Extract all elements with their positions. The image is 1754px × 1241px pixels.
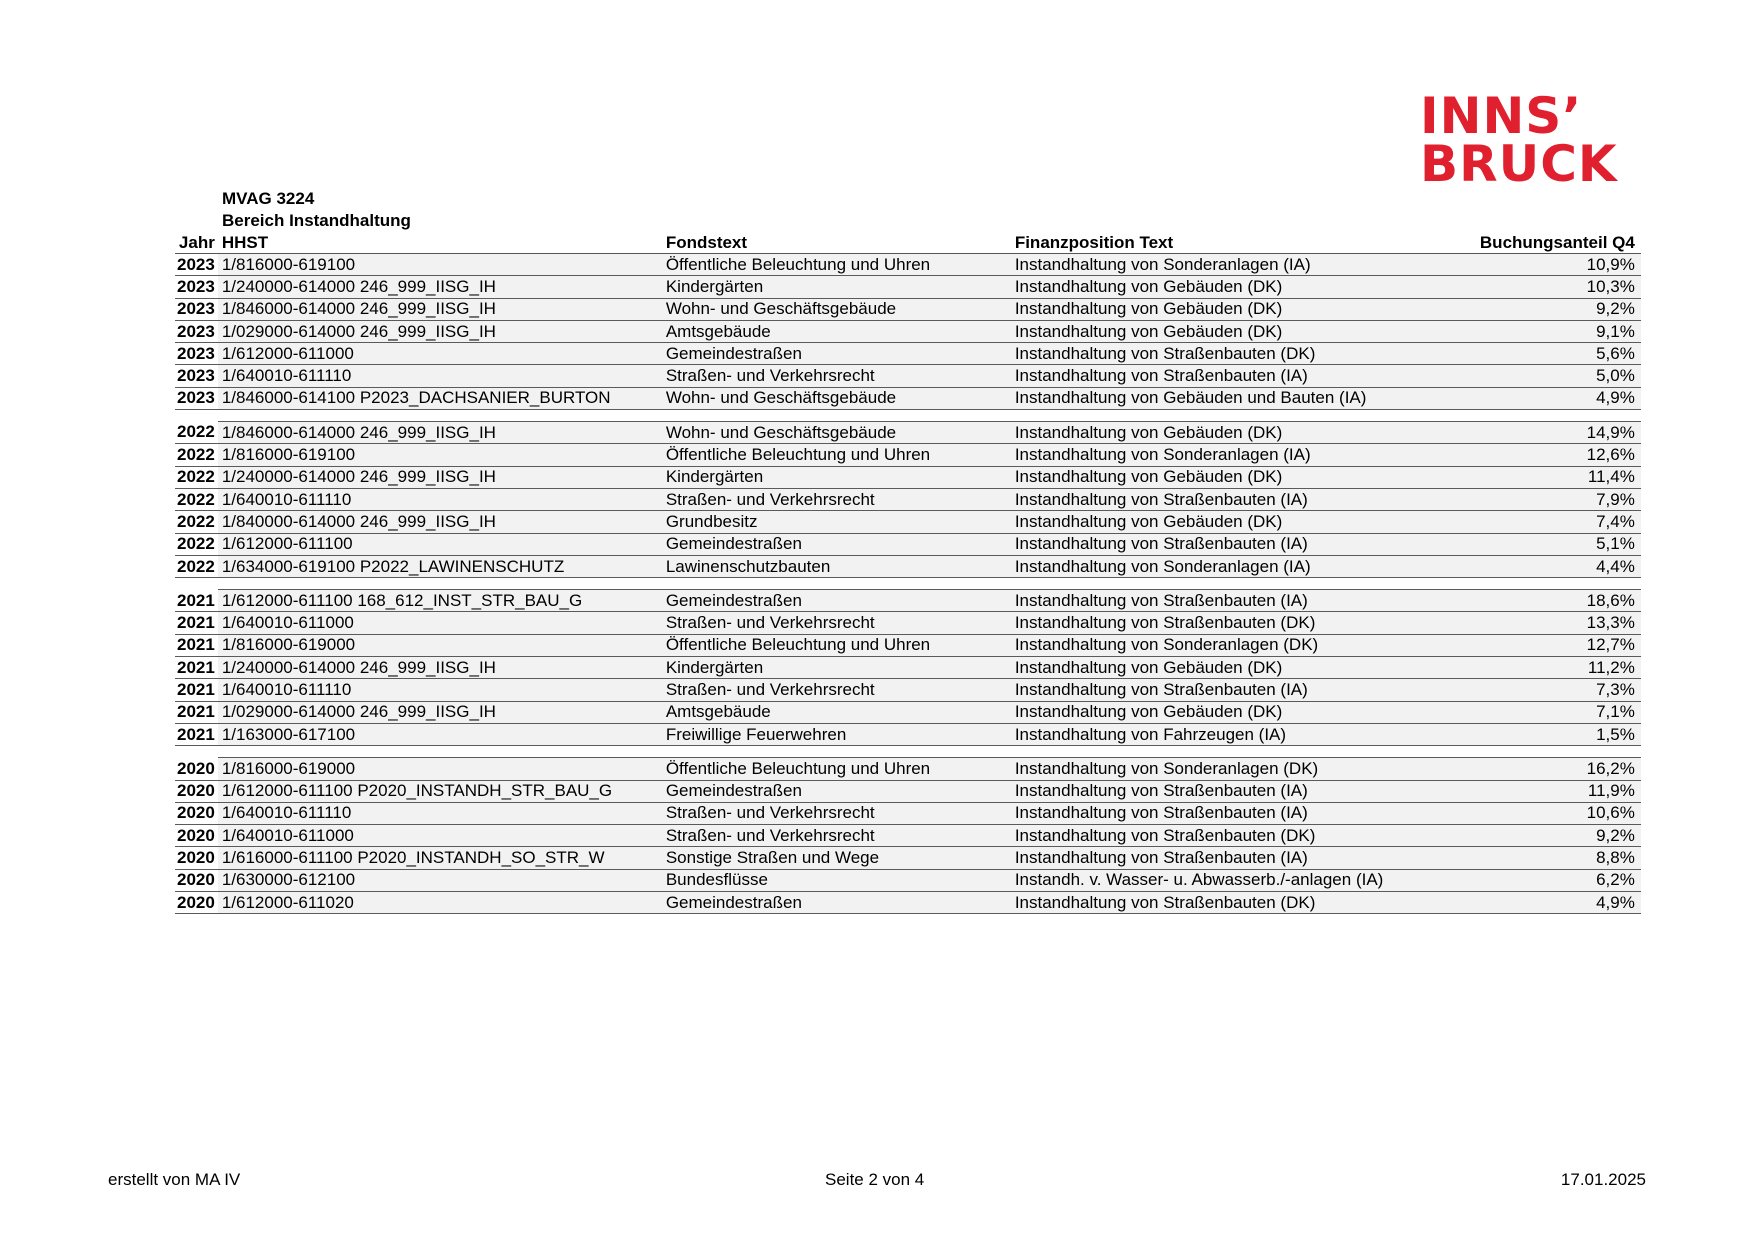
cell-jahr: 2020 — [175, 892, 218, 914]
table-row — [175, 612, 1641, 634]
cell-buchungsanteil: 11,2% — [1443, 657, 1641, 679]
cell-jahr: 2021 — [175, 634, 218, 656]
cell-fondstext: Gemeindestraßen — [662, 780, 1011, 802]
group-separator-cell — [175, 578, 1641, 590]
cell-finanzposition: Instandhaltung von Gebäuden (DK) — [1011, 701, 1443, 723]
group-separator — [175, 410, 1641, 422]
cell-buchungsanteil: 7,9% — [1443, 488, 1641, 510]
cell-jahr: 2020 — [175, 802, 218, 824]
col-header-fondstext: Fondstext — [662, 231, 1011, 254]
cell-fondstext: Gemeindestraßen — [662, 343, 1011, 365]
cell-finanzposition: Instandhaltung von Gebäuden (DK) — [1011, 657, 1443, 679]
cell-jahr: 2023 — [175, 298, 218, 320]
cell-hhst: 1/640010-611000 — [218, 825, 662, 847]
cell-fondstext: Wohn- und Geschäftsgebäude — [662, 298, 1011, 320]
cell-finanzposition: Instandhaltung von Fahrzeugen (IA) — [1011, 723, 1443, 745]
cell-buchungsanteil: 1,5% — [1443, 723, 1641, 745]
cell-finanzposition: Instandhaltung von Sonderanlagen (IA) — [1011, 444, 1443, 466]
cell-jahr: 2021 — [175, 679, 218, 701]
cell-jahr: 2021 — [175, 612, 218, 634]
table-row — [175, 723, 1641, 745]
cell-jahr: 2021 — [175, 723, 218, 745]
cell-jahr: 2022 — [175, 422, 218, 444]
cell-buchungsanteil: 9,2% — [1443, 298, 1641, 320]
cell-fondstext: Bundesflüsse — [662, 869, 1011, 891]
cell-hhst: 1/163000-617100 — [218, 723, 662, 745]
cell-fondstext: Gemeindestraßen — [662, 533, 1011, 555]
cell-jahr: 2021 — [175, 590, 218, 612]
cell-finanzposition: Instandhaltung von Gebäuden und Bauten (IA) — [1011, 387, 1443, 409]
table-header-row — [175, 231, 1641, 254]
cell-jahr: 2023 — [175, 343, 218, 365]
cell-hhst: 1/612000-611000 — [218, 343, 662, 365]
cell-fondstext: Straßen- und Verkehrsrecht — [662, 802, 1011, 824]
table-row — [175, 343, 1641, 365]
cell-hhst: 1/240000-614000 246_999_IISG_IH — [218, 466, 662, 488]
cell-jahr: 2022 — [175, 488, 218, 510]
cell-hhst: 1/612000-611100 P2020_INSTANDH_STR_BAU_G — [218, 780, 662, 802]
cell-hhst: 1/640010-611110 — [218, 488, 662, 510]
cell-fondstext: Öffentliche Beleuchtung und Uhren — [662, 444, 1011, 466]
cell-hhst: 1/640010-611110 — [218, 802, 662, 824]
cell-hhst: 1/816000-619000 — [218, 758, 662, 780]
cell-finanzposition: Instandhaltung von Gebäuden (DK) — [1011, 298, 1443, 320]
table-row — [175, 555, 1641, 577]
table-row — [175, 488, 1641, 510]
logo-line-2: BRUCK — [1420, 135, 1618, 193]
cell-buchungsanteil: 7,1% — [1443, 701, 1641, 723]
table-row — [175, 679, 1641, 701]
table-row — [175, 701, 1641, 723]
cell-buchungsanteil: 12,7% — [1443, 634, 1641, 656]
cell-fondstext: Wohn- und Geschäftsgebäude — [662, 387, 1011, 409]
table-row — [175, 780, 1641, 802]
cell-finanzposition: Instandhaltung von Straßenbauten (IA) — [1011, 590, 1443, 612]
group-separator-cell — [175, 746, 1641, 758]
cell-jahr: 2023 — [175, 320, 218, 342]
cell-fondstext: Gemeindestraßen — [662, 892, 1011, 914]
cell-buchungsanteil: 6,2% — [1443, 869, 1641, 891]
cell-finanzposition: Instandhaltung von Sonderanlagen (IA) — [1011, 555, 1443, 577]
cell-hhst: 1/846000-614100 P2023_DACHSANIER_BURTON — [218, 387, 662, 409]
col-header-finanzposition: Finanzposition Text — [1011, 231, 1443, 254]
cell-hhst: 1/640010-611000 — [218, 612, 662, 634]
table-row — [175, 387, 1641, 409]
cell-buchungsanteil: 11,9% — [1443, 780, 1641, 802]
cell-finanzposition: Instandhaltung von Straßenbauten (IA) — [1011, 847, 1443, 869]
cell-jahr: 2022 — [175, 511, 218, 533]
cell-buchungsanteil: 7,3% — [1443, 679, 1641, 701]
cell-jahr: 2020 — [175, 758, 218, 780]
table-row — [175, 298, 1641, 320]
cell-finanzposition: Instandhaltung von Straßenbauten (IA) — [1011, 679, 1443, 701]
group-separator — [175, 578, 1641, 590]
cell-hhst: 1/816000-619100 — [218, 254, 662, 276]
cell-fondstext: Kindergärten — [662, 657, 1011, 679]
cell-fondstext: Grundbesitz — [662, 511, 1011, 533]
cell-fondstext: Gemeindestraßen — [662, 590, 1011, 612]
cell-finanzposition: Instandhaltung von Straßenbauten (DK) — [1011, 343, 1443, 365]
table-row — [175, 276, 1641, 298]
cell-hhst: 1/616000-611100 P2020_INSTANDH_SO_STR_W — [218, 847, 662, 869]
cell-fondstext: Straßen- und Verkehrsrecht — [662, 488, 1011, 510]
cell-fondstext: Kindergärten — [662, 466, 1011, 488]
cell-fondstext: Amtsgebäude — [662, 701, 1011, 723]
cell-hhst: 1/029000-614000 246_999_IISG_IH — [218, 320, 662, 342]
cell-fondstext: Straßen- und Verkehrsrecht — [662, 825, 1011, 847]
table-row — [175, 511, 1641, 533]
logo-line-1: INNS’ — [1420, 87, 1583, 145]
cell-hhst: 1/640010-611110 — [218, 679, 662, 701]
cell-fondstext: Amtsgebäude — [662, 320, 1011, 342]
cell-buchungsanteil: 9,2% — [1443, 825, 1641, 847]
cell-hhst: 1/612000-611100 168_612_INST_STR_BAU_G — [218, 590, 662, 612]
footer-page-number: Seite 2 von 4 — [825, 1170, 925, 1189]
cell-buchungsanteil: 4,9% — [1443, 892, 1641, 914]
cell-buchungsanteil: 4,4% — [1443, 555, 1641, 577]
cell-fondstext: Straßen- und Verkehrsrecht — [662, 612, 1011, 634]
cell-fondstext: Lawinenschutzbauten — [662, 555, 1011, 577]
cell-buchungsanteil: 5,6% — [1443, 343, 1641, 365]
cell-jahr: 2023 — [175, 276, 218, 298]
table-row — [175, 869, 1641, 891]
cell-hhst: 1/029000-614000 246_999_IISG_IH — [218, 701, 662, 723]
cell-hhst: 1/840000-614000 246_999_IISG_IH — [218, 511, 662, 533]
table-row — [175, 892, 1641, 914]
cell-jahr: 2021 — [175, 657, 218, 679]
cell-finanzposition: Instandhaltung von Sonderanlagen (IA) — [1011, 254, 1443, 276]
cell-buchungsanteil: 10,9% — [1443, 254, 1641, 276]
cell-finanzposition: Instandhaltung von Straßenbauten (IA) — [1011, 488, 1443, 510]
cell-jahr: 2020 — [175, 847, 218, 869]
cell-jahr: 2023 — [175, 365, 218, 387]
footer-date: 17.01.2025 — [1560, 1170, 1646, 1189]
cell-hhst: 1/612000-611020 — [218, 892, 662, 914]
cell-fondstext: Wohn- und Geschäftsgebäude — [662, 422, 1011, 444]
cell-fondstext: Kindergärten — [662, 276, 1011, 298]
cell-hhst: 1/240000-614000 246_999_IISG_IH — [218, 657, 662, 679]
cell-finanzposition: Instandhaltung von Gebäuden (DK) — [1011, 320, 1443, 342]
cell-jahr: 2020 — [175, 780, 218, 802]
cell-hhst: 1/634000-619100 P2022_LAWINENSCHUTZ — [218, 555, 662, 577]
cell-hhst: 1/240000-614000 246_999_IISG_IH — [218, 276, 662, 298]
cell-jahr: 2022 — [175, 533, 218, 555]
cell-buchungsanteil: 4,9% — [1443, 387, 1641, 409]
report-header — [222, 188, 411, 232]
cell-buchungsanteil: 13,3% — [1443, 612, 1641, 634]
cell-buchungsanteil: 7,4% — [1443, 511, 1641, 533]
cell-finanzposition: Instandhaltung von Sonderanlagen (DK) — [1011, 634, 1443, 656]
cell-buchungsanteil: 18,6% — [1443, 590, 1641, 612]
cell-hhst: 1/846000-614000 246_999_IISG_IH — [218, 422, 662, 444]
cell-buchungsanteil: 9,1% — [1443, 320, 1641, 342]
table-row — [175, 466, 1641, 488]
table-row — [175, 422, 1641, 444]
cell-jahr: 2022 — [175, 466, 218, 488]
cell-jahr: 2022 — [175, 444, 218, 466]
cell-buchungsanteil: 5,0% — [1443, 365, 1641, 387]
table-row — [175, 758, 1641, 780]
cell-buchungsanteil: 10,3% — [1443, 276, 1641, 298]
booking-table — [175, 231, 1641, 914]
table-row — [175, 634, 1641, 656]
cell-hhst: 1/612000-611100 — [218, 533, 662, 555]
cell-fondstext: Freiwillige Feuerwehren — [662, 723, 1011, 745]
bereich-title: Bereich Instandhaltung — [222, 211, 411, 230]
table-row — [175, 825, 1641, 847]
mvag-title: MVAG 3224 — [222, 189, 315, 208]
table-row — [175, 254, 1641, 276]
cell-finanzposition: Instandhaltung von Gebäuden (DK) — [1011, 466, 1443, 488]
table-row — [175, 657, 1641, 679]
innsbruck-logo — [1420, 87, 1618, 193]
cell-buchungsanteil: 10,6% — [1443, 802, 1641, 824]
cell-hhst: 1/630000-612100 — [218, 869, 662, 891]
cell-hhst: 1/846000-614000 246_999_IISG_IH — [218, 298, 662, 320]
table-row — [175, 802, 1641, 824]
cell-finanzposition: Instandhaltung von Straßenbauten (IA) — [1011, 780, 1443, 802]
cell-finanzposition: Instandhaltung von Straßenbauten (IA) — [1011, 365, 1443, 387]
cell-fondstext: Straßen- und Verkehrsrecht — [662, 679, 1011, 701]
table-body — [175, 254, 1641, 914]
cell-fondstext: Sonstige Straßen und Wege — [662, 847, 1011, 869]
cell-fondstext: Öffentliche Beleuchtung und Uhren — [662, 634, 1011, 656]
table-row — [175, 533, 1641, 555]
cell-finanzposition: Instandhaltung von Straßenbauten (IA) — [1011, 533, 1443, 555]
cell-finanzposition: Instandhaltung von Straßenbauten (DK) — [1011, 825, 1443, 847]
table-row — [175, 365, 1641, 387]
cell-finanzposition: Instandhaltung von Straßenbauten (DK) — [1011, 612, 1443, 634]
table-row — [175, 320, 1641, 342]
cell-fondstext: Straßen- und Verkehrsrecht — [662, 365, 1011, 387]
group-separator-cell — [175, 410, 1641, 422]
col-header-buchungsanteil: Buchungsanteil Q4 — [1443, 231, 1641, 254]
cell-buchungsanteil: 14,9% — [1443, 422, 1641, 444]
cell-finanzposition: Instandhaltung von Gebäuden (DK) — [1011, 276, 1443, 298]
cell-buchungsanteil: 12,6% — [1443, 444, 1641, 466]
table-row — [175, 847, 1641, 869]
group-separator — [175, 746, 1641, 758]
cell-buchungsanteil: 8,8% — [1443, 847, 1641, 869]
cell-finanzposition: Instandhaltung von Straßenbauten (DK) — [1011, 892, 1443, 914]
table-row — [175, 444, 1641, 466]
cell-jahr: 2021 — [175, 701, 218, 723]
cell-hhst: 1/816000-619100 — [218, 444, 662, 466]
cell-jahr: 2023 — [175, 254, 218, 276]
footer-creator: erstellt von MA IV — [108, 1170, 241, 1189]
cell-finanzposition: Instandhaltung von Gebäuden (DK) — [1011, 511, 1443, 533]
cell-buchungsanteil: 16,2% — [1443, 758, 1641, 780]
cell-finanzposition: Instandh. v. Wasser- u. Abwasserb./-anlagen (IA) — [1011, 869, 1443, 891]
cell-buchungsanteil: 5,1% — [1443, 533, 1641, 555]
cell-jahr: 2023 — [175, 387, 218, 409]
cell-buchungsanteil: 11,4% — [1443, 466, 1641, 488]
cell-fondstext: Öffentliche Beleuchtung und Uhren — [662, 758, 1011, 780]
cell-finanzposition: Instandhaltung von Straßenbauten (IA) — [1011, 802, 1443, 824]
col-header-jahr: Jahr — [175, 231, 218, 254]
table-row — [175, 590, 1641, 612]
cell-jahr: 2020 — [175, 825, 218, 847]
cell-hhst: 1/816000-619000 — [218, 634, 662, 656]
cell-hhst: 1/640010-611110 — [218, 365, 662, 387]
cell-finanzposition: Instandhaltung von Gebäuden (DK) — [1011, 422, 1443, 444]
cell-jahr: 2022 — [175, 555, 218, 577]
cell-fondstext: Öffentliche Beleuchtung und Uhren — [662, 254, 1011, 276]
cell-jahr: 2020 — [175, 869, 218, 891]
col-header-hhst: HHST — [218, 231, 662, 254]
cell-finanzposition: Instandhaltung von Sonderanlagen (DK) — [1011, 758, 1443, 780]
